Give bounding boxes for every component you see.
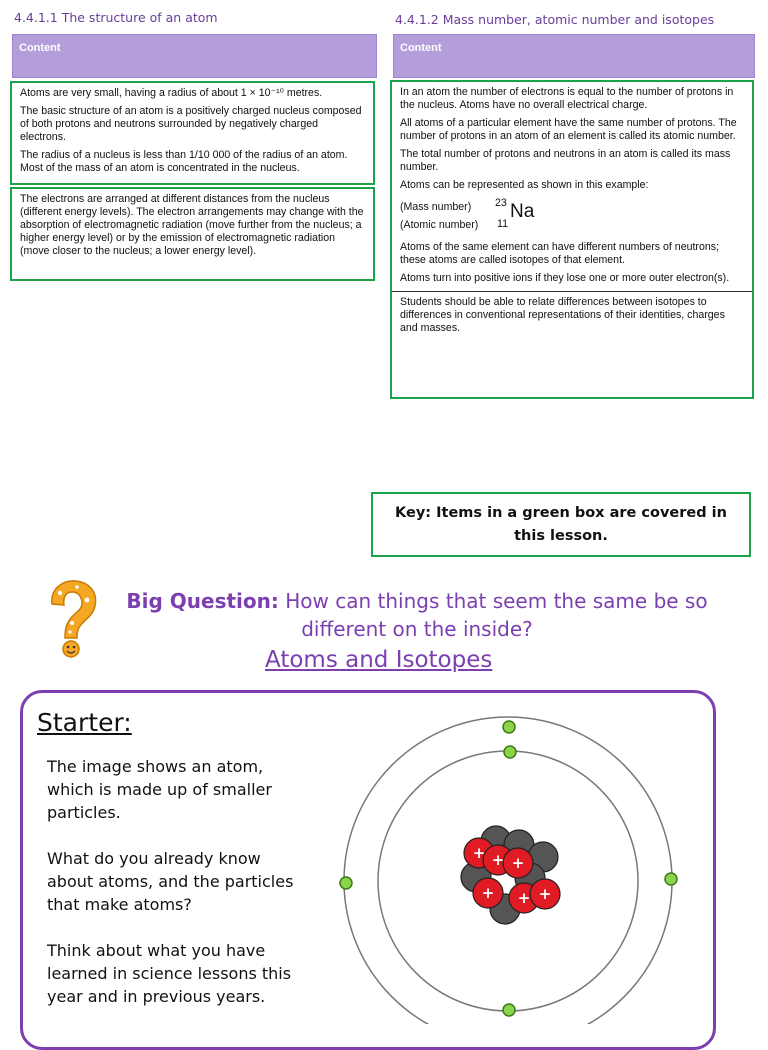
electron [504,746,516,758]
spec-right-header: Content [393,34,755,78]
spec-left-text: The radius of a nucleus is less than 1/10 000 of the radius of an atom. Most of the mass of an atom is concentrated in the nucleus. [20,149,348,174]
electron [340,877,352,889]
lesson-title: Atoms and Isotopes [265,647,493,673]
spec-left-title: 4.4.1.1 The structure of an atom [14,10,218,25]
students-note: Students should be able to relate differences between isotopes to differences in conventional representations of their identities, charges and masses. [400,296,725,334]
electron [503,1004,515,1016]
spec-left-box-1 [10,81,375,185]
element-symbol: Na [510,201,535,222]
spec-right-text: All atoms of a particular element have the same number of protons. The number of protons in an atom of an element is called its atomic number. [400,117,737,142]
inner-shell [378,751,638,1011]
spec-right-text: The total number of protons and neutrons in an atom is called its mass number. [400,148,731,173]
spec-left-box-2 [10,187,375,281]
atom-svg [330,715,690,1024]
spec-left-text: The electrons are arranged at different distances from the nucleus (different energy levels). The electron arrangements may change with the absorption of electromagnetic radiation (move further from the nucleus; a higher energy level) or by the emission of electromagnetic radiation (move closer to the nucleus; a lower energy level). [20,193,364,257]
spec-right-text: Atoms can be represented as shown in this example: [400,179,649,191]
atom-diagram [330,715,690,1024]
mass-number-value: 23 [495,197,507,209]
starter-title: Starter: [37,708,132,737]
spec-right-box [390,80,754,399]
nucleus [461,826,560,924]
spec-right-title: 4.4.1.2 Mass number, atomic number and isotopes [395,12,715,27]
spec-right-text: Atoms turn into positive ions if they lose one or more outer electron(s). [400,272,730,284]
spec-right-text: In an atom the number of electrons is equal to the number of protons in the nucleus. Atoms have no overall electrical charge. [400,86,734,111]
spec-left-header: Content [12,34,377,78]
atomic-number-value: 11 [497,218,508,230]
row-divider [392,291,752,292]
mass-number-label: (Mass number) [400,201,472,213]
question-mark-icon [42,578,102,660]
starter-text [47,755,297,1031]
electron [503,721,515,733]
key-box: Key: Items in a green box are covered in this lesson. [371,492,751,557]
electron [665,873,677,885]
starter-paragraph: The image shows an atom, which is made up of smaller particles. [47,757,272,822]
proton-sign: + [481,884,495,902]
proton-sign: + [538,885,552,903]
big-question-text: How can things that seem the same be so different on the inside? [278,589,708,641]
spec-left-text: The basic structure of an atom is a positively charged nucleus composed of both protons and neutrons surrounded by negatively charged electrons. [20,105,362,143]
big-question-label: Big Question: [126,589,279,613]
atomic-number-label: (Atomic number) [400,219,479,231]
starter-paragraph: What do you already know about atoms, and the particles that make atoms? [47,849,294,914]
proton-sign: + [511,854,525,872]
big-question [112,587,722,643]
proton-sign: + [472,844,486,862]
spec-left-text: Atoms are very small, having a radius of about 1 × 10⁻¹⁰ metres. [20,87,323,99]
proton-sign: + [517,889,531,907]
starter-paragraph: Think about what you have learned in science lessons this year and in previous years. [47,941,292,1006]
isotope-notation [400,197,744,237]
spec-right-text: Atoms of the same element can have different numbers of neutrons; these atoms are called isotopes of that element. [400,241,719,266]
proton-sign: + [491,851,505,869]
